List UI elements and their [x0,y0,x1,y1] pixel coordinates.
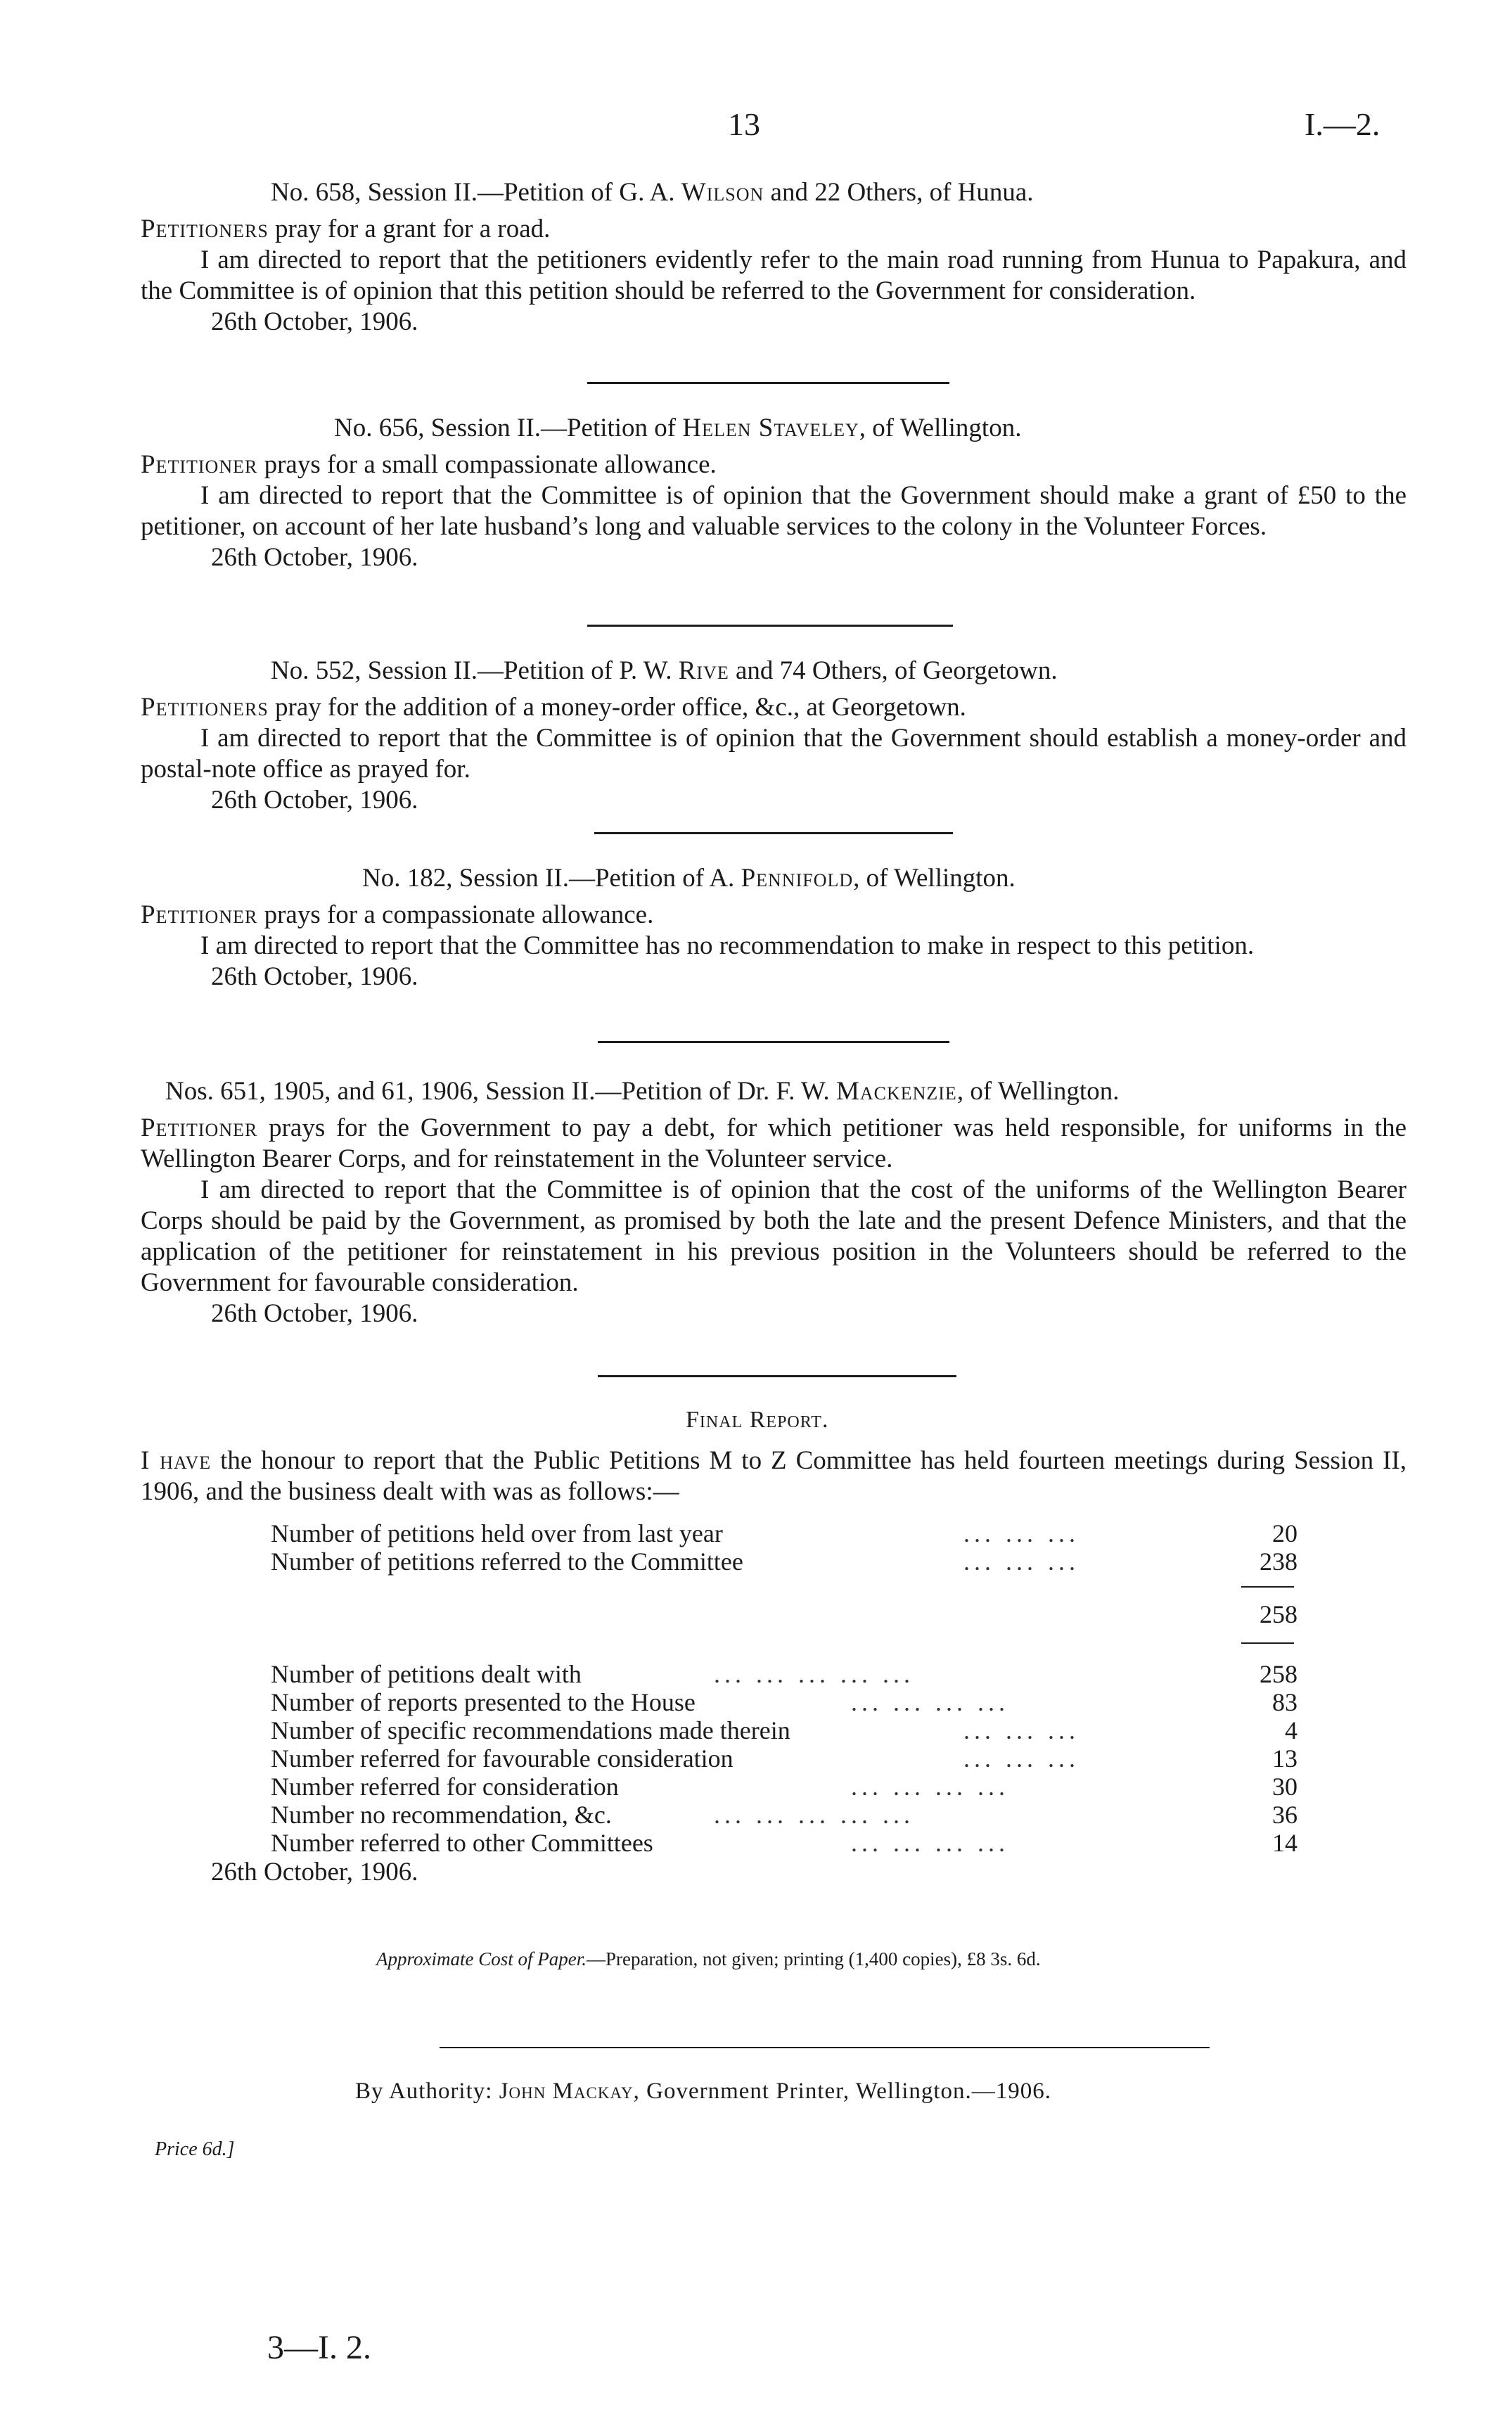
leader-dots: ... ... ... ... [851,1688,1009,1716]
table-row [271,1688,1298,1716]
committee-report: I am directed to report that the petitioners evidently refer to the main road running from Hunua to Papakura, and the Committee is of opinion that this petition should be referred to the Government for consideration. [141,245,1407,305]
section-divider [594,832,953,834]
table-row [271,1829,1298,1857]
leader-dots: ... ... ... ... ... [714,1660,914,1688]
table-row [271,1801,1298,1829]
committee-report: I am directed to report that the Committee is of opinion that the Government should make a grant of £50 to the petitioner, on account of her late husband’s long and valuable services to the colony in the Volunteer Forces. [141,481,1407,541]
committee-report: I am directed to report that the Committee is of opinion that the cost of the uniforms of the Wellington Bearer Corps should be paid by the Government, as promised by both the late and the present Defence Ministers, and that the application of the petitioner for reinstatement in his previous position in the Volunteers should be referred to the Government for favourable consideration. [141,1175,1407,1297]
section-divider [598,1375,956,1377]
table-row [271,1744,1298,1773]
petition-heading: No. 552, Session II.—Petition of P. W. Rive and 74 Others, of Georgetown. [271,656,1058,685]
petition-heading: No. 656, Session II.—Petition of Helen Staveley, of Wellington. [334,414,1022,442]
row-value: 30 [1272,1773,1298,1801]
section-divider [587,625,953,627]
section-divider [587,382,949,384]
intro-word: I have [141,1446,212,1475]
row-value: 13 [1272,1744,1298,1773]
report-date: 26th October, 1906. [211,962,418,991]
row-value: 36 [1272,1801,1298,1829]
petition-prayer: Petitioners pray for a grant for a road. [141,215,551,243]
intro-text: the honour to report that the Public Petitions M to Z Committee has held fourteen meetings during Session II, 1906, and the business dealt with was as follows:— [141,1446,1407,1506]
row-value: 83 [1272,1688,1298,1716]
table-row [271,1519,1298,1547]
petition-section [141,176,1407,338]
leader-dots: ... ... ... [963,1519,1079,1547]
table-row [271,1660,1298,1688]
report-date: 26th October, 1906. [211,543,418,572]
section-divider [598,1041,949,1043]
row-value: 258 [1260,1660,1298,1688]
petition-heading: No. 658, Session II.—Petition of G. A. Wilson and 22 Others, of Hunua. [271,178,1034,207]
committee-report: I am directed to report that the Committee has no recommendation to make in respect to this petition. [200,931,1255,960]
final-report-intro [141,1445,1407,1507]
petition-section [141,1075,1407,1329]
row-value: 20 [1272,1519,1298,1547]
petition-section [141,411,1407,573]
price-label: Price 6d.] [155,2138,235,2160]
leader-dots: ... ... ... [963,1716,1079,1744]
row-label: Number referred to other Committees [271,1829,653,1857]
signature-mark: 3—I. 2. [267,2329,371,2366]
petition-section [141,862,1407,992]
page-number: 13 [728,106,760,142]
table-row [271,1716,1298,1744]
report-date: 26th October, 1906. [211,786,418,815]
row-label: Number of reports presented to the House [271,1688,696,1716]
row-label: Number referred for favourable consideration [271,1744,733,1773]
leader-dots: ... ... ... ... [851,1773,1009,1801]
document-reference: I.—2. [1305,106,1380,142]
row-label: Number of petitions held over from last year [271,1519,723,1547]
total-rule [1241,1642,1294,1644]
petition-heading: Nos. 651, 1905, and 61, 1906, Session II.—Petition of Dr. F. W. Mackenzie, of Wellington. [165,1077,1120,1106]
table-row [271,1773,1298,1801]
report-date: 26th October, 1906. [211,307,418,336]
petition-prayer: Petitioner prays for the Government to pay a debt, for which petitioner was held responsible, for uniforms in the Wellington Bearer Corps, and for reinstatement in the Volunteer service. [141,1113,1407,1173]
petition-prayer: Petitioner prays for a small compassionate allowance. [141,450,717,479]
report-date: 26th October, 1906. [211,1858,418,1886]
committee-report: I am directed to report that the Committee is of opinion that the Government should establish a money-order and postal-note office as prayed for. [141,724,1407,784]
row-value: 238 [1260,1547,1298,1576]
petition-prayer: Petitioner prays for a compassionate allowance. [141,900,654,929]
total-rule [1241,1586,1294,1588]
row-value: 4 [1285,1716,1298,1744]
row-value: 14 [1272,1829,1298,1857]
leader-dots: ... ... ... [963,1744,1079,1773]
leader-dots: ... ... ... ... ... [714,1801,914,1829]
leader-dots: ... ... ... [963,1547,1079,1576]
cost-of-paper-note: Approximate Cost of Paper.—Preparation, not given; printing (1,400 copies), £8 3s. 6d. [376,1948,1041,1969]
final-report-title: Final Report. [686,1407,829,1433]
row-label: Number no recommendation, &c. [271,1801,612,1829]
row-label: Number of specific recommendations made therein [271,1716,790,1744]
total-value: 258 [1260,1600,1298,1628]
table-row [271,1600,1298,1628]
printer-imprint: By Authority: John Mackay, Government Printer, Wellington.—1906. [355,2079,1052,2104]
report-date: 26th October, 1906. [211,1299,418,1328]
petition-heading: No. 182, Session II.—Petition of A. Pennifold, of Wellington. [362,864,1016,893]
footer-divider [440,2047,1210,2048]
leader-dots: ... ... ... ... [851,1829,1009,1857]
petition-section [141,654,1407,816]
row-label: Number of petitions referred to the Committee [271,1547,743,1576]
petition-prayer: Petitioners pray for the addition of a money-order office, &c., at Georgetown. [141,693,966,722]
row-label: Number referred for consideration [271,1773,619,1801]
row-label: Number of petitions dealt with [271,1660,582,1688]
table-row [271,1547,1298,1576]
